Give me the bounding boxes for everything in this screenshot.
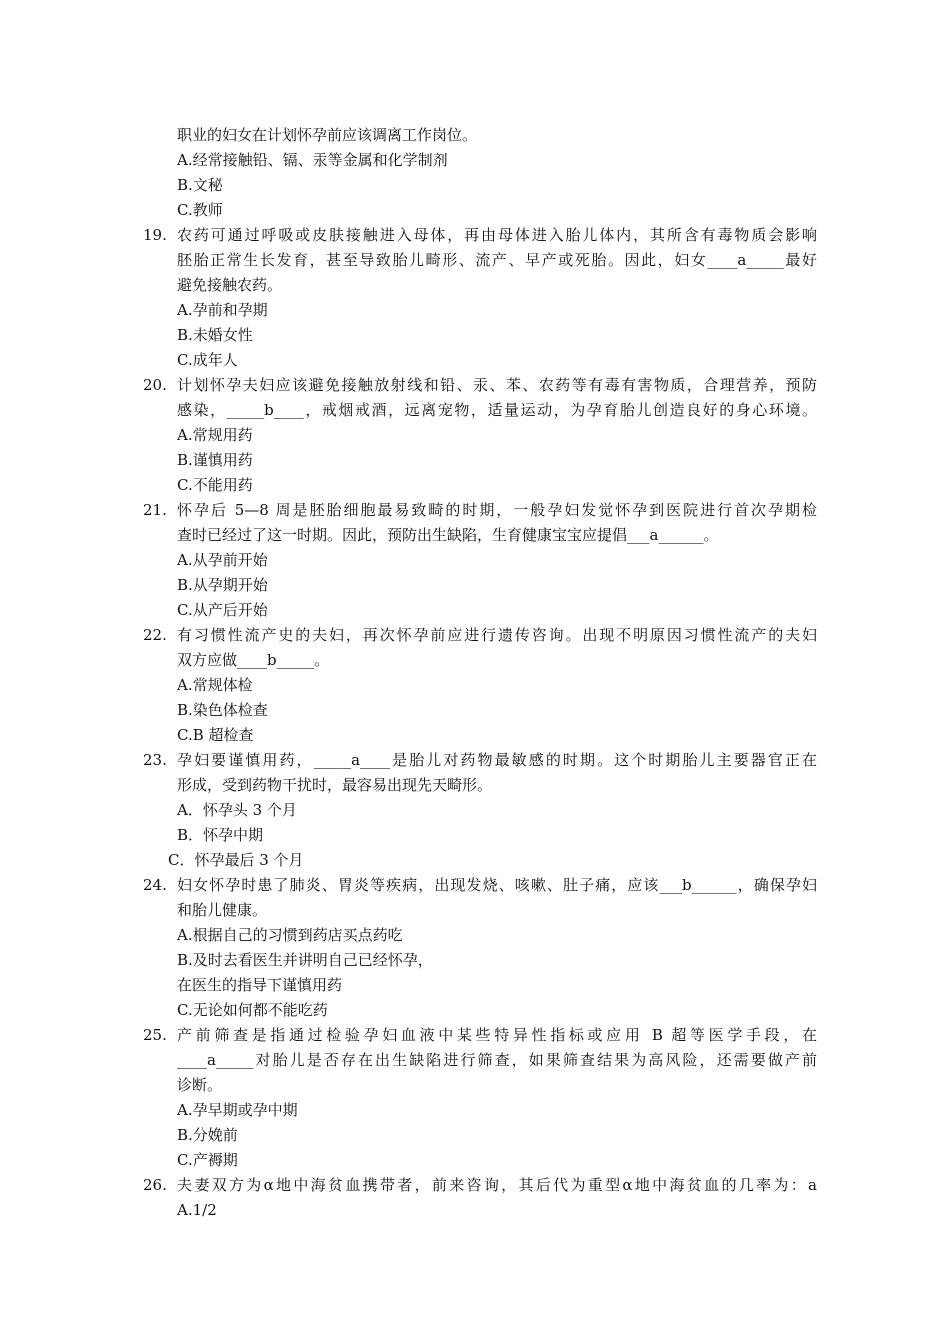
option: A.孕早期或孕中期 bbox=[177, 1101, 298, 1119]
option: B．怀孕中期 bbox=[177, 826, 264, 844]
option: B.染色体检查 bbox=[177, 701, 268, 719]
question-text: 感染，_____b____，戒烟戒酒，远离宠物，适量运动，为孕育胎儿创造良好的身心环境。 bbox=[177, 401, 817, 419]
option: 在医生的指导下谨慎用药 bbox=[177, 976, 343, 994]
question-text: 计划怀孕夫妇应该避免接触放射线和铅、汞、苯、农药等有毒有害物质，合理营养，预防 bbox=[177, 376, 817, 394]
option: C.成年人 bbox=[177, 351, 238, 369]
option: B.未婚女性 bbox=[177, 326, 253, 344]
question-number: 24. bbox=[143, 876, 167, 894]
option: B.从孕期开始 bbox=[177, 576, 268, 594]
option: B.文秘 bbox=[177, 176, 223, 194]
option: B.分娩前 bbox=[177, 1126, 238, 1144]
option: B.谨慎用药 bbox=[177, 451, 253, 469]
question-number: 21. bbox=[143, 501, 167, 519]
question-text: 形成，受到药物干扰时，最容易出现先天畸形。 bbox=[177, 776, 493, 794]
option: C.教师 bbox=[177, 201, 223, 219]
option: C.从产后开始 bbox=[177, 601, 268, 619]
option: C.不能用药 bbox=[177, 476, 253, 494]
option: C.B 超检查 bbox=[177, 726, 254, 744]
option: A.孕前和孕期 bbox=[177, 301, 268, 319]
option: B.及时去看医生并讲明自己已经怀孕， bbox=[177, 951, 433, 969]
question-text: 查时已经过了这一时期。因此，预防出生缺陷，生育健康宝宝应提倡___a______。 bbox=[177, 526, 719, 544]
question-number: 19. bbox=[143, 226, 167, 244]
option: A.从孕前开始 bbox=[177, 551, 268, 569]
question-text: 孕妇要谨慎用药，_____a____是胎儿对药物最敏感的时期。这个时期胎儿主要器官正在 bbox=[177, 751, 817, 769]
question-text: 农药可通过呼吸或皮肤接触进入母体，再由母体进入胎儿体内，其所含有毒物质会影响 bbox=[177, 226, 817, 244]
option: A．怀孕头 3 个月 bbox=[177, 801, 297, 819]
option: C.产褥期 bbox=[177, 1151, 238, 1169]
option: A.常规用药 bbox=[177, 426, 253, 444]
question-number: 22. bbox=[143, 626, 167, 644]
question-text: 职业的妇女在计划怀孕前应该调离工作岗位。 bbox=[177, 126, 478, 144]
question-text: ____a_____对胎儿是否存在出生缺陷进行筛查，如果筛查结果为高风险，还需要做产前 bbox=[177, 1051, 817, 1069]
question-text: 夫妻双方为α地中海贫血携带者，前来咨询，其后代为重型α地中海贫血的几率为：a bbox=[177, 1176, 817, 1194]
question-number: 20. bbox=[143, 376, 167, 394]
option: C.无论如何都不能吃药 bbox=[177, 1001, 328, 1019]
question-text: 避免接触农药。 bbox=[177, 276, 283, 294]
question-number: 23. bbox=[143, 751, 167, 769]
option: C．怀孕最后 3 个月 bbox=[168, 851, 304, 869]
question-text: 胚胎正常生长发育，甚至导致胎儿畸形、流产、早产或死胎。因此，妇女____a_____最好 bbox=[177, 251, 817, 269]
question-text: 怀孕后 5—8 周是胚胎细胞最易致畸的时期，一般孕妇发觉怀孕到医院进行首次孕期检 bbox=[177, 501, 817, 519]
question-number: 26. bbox=[143, 1176, 167, 1194]
question-text: 妇女怀孕时患了肺炎、胃炎等疾病，出现发烧、咳嗽、肚子痛，应该___b______，确保孕妇 bbox=[177, 876, 817, 894]
option: A.经常接触铅、镉、汞等金属和化学制剂 bbox=[177, 151, 448, 169]
question-number: 25. bbox=[143, 1026, 167, 1044]
option: A.常规体检 bbox=[177, 676, 253, 694]
question-text: 和胎儿健康。 bbox=[177, 901, 268, 919]
question-text: 双方应做____b_____。 bbox=[177, 651, 330, 669]
question-text: 有习惯性流产史的夫妇，再次怀孕前应进行遗传咨询。出现不明原因习惯性流产的夫妇 bbox=[177, 626, 817, 644]
option: A.根据自己的习惯到药店买点药吃 bbox=[177, 926, 403, 944]
option: A.1/2 bbox=[177, 1201, 217, 1219]
question-text: 产前筛查是指通过检验孕妇血液中某些特异性指标或应用 B 超等医学手段，在 bbox=[177, 1026, 817, 1044]
question-text: 诊断。 bbox=[177, 1076, 223, 1094]
